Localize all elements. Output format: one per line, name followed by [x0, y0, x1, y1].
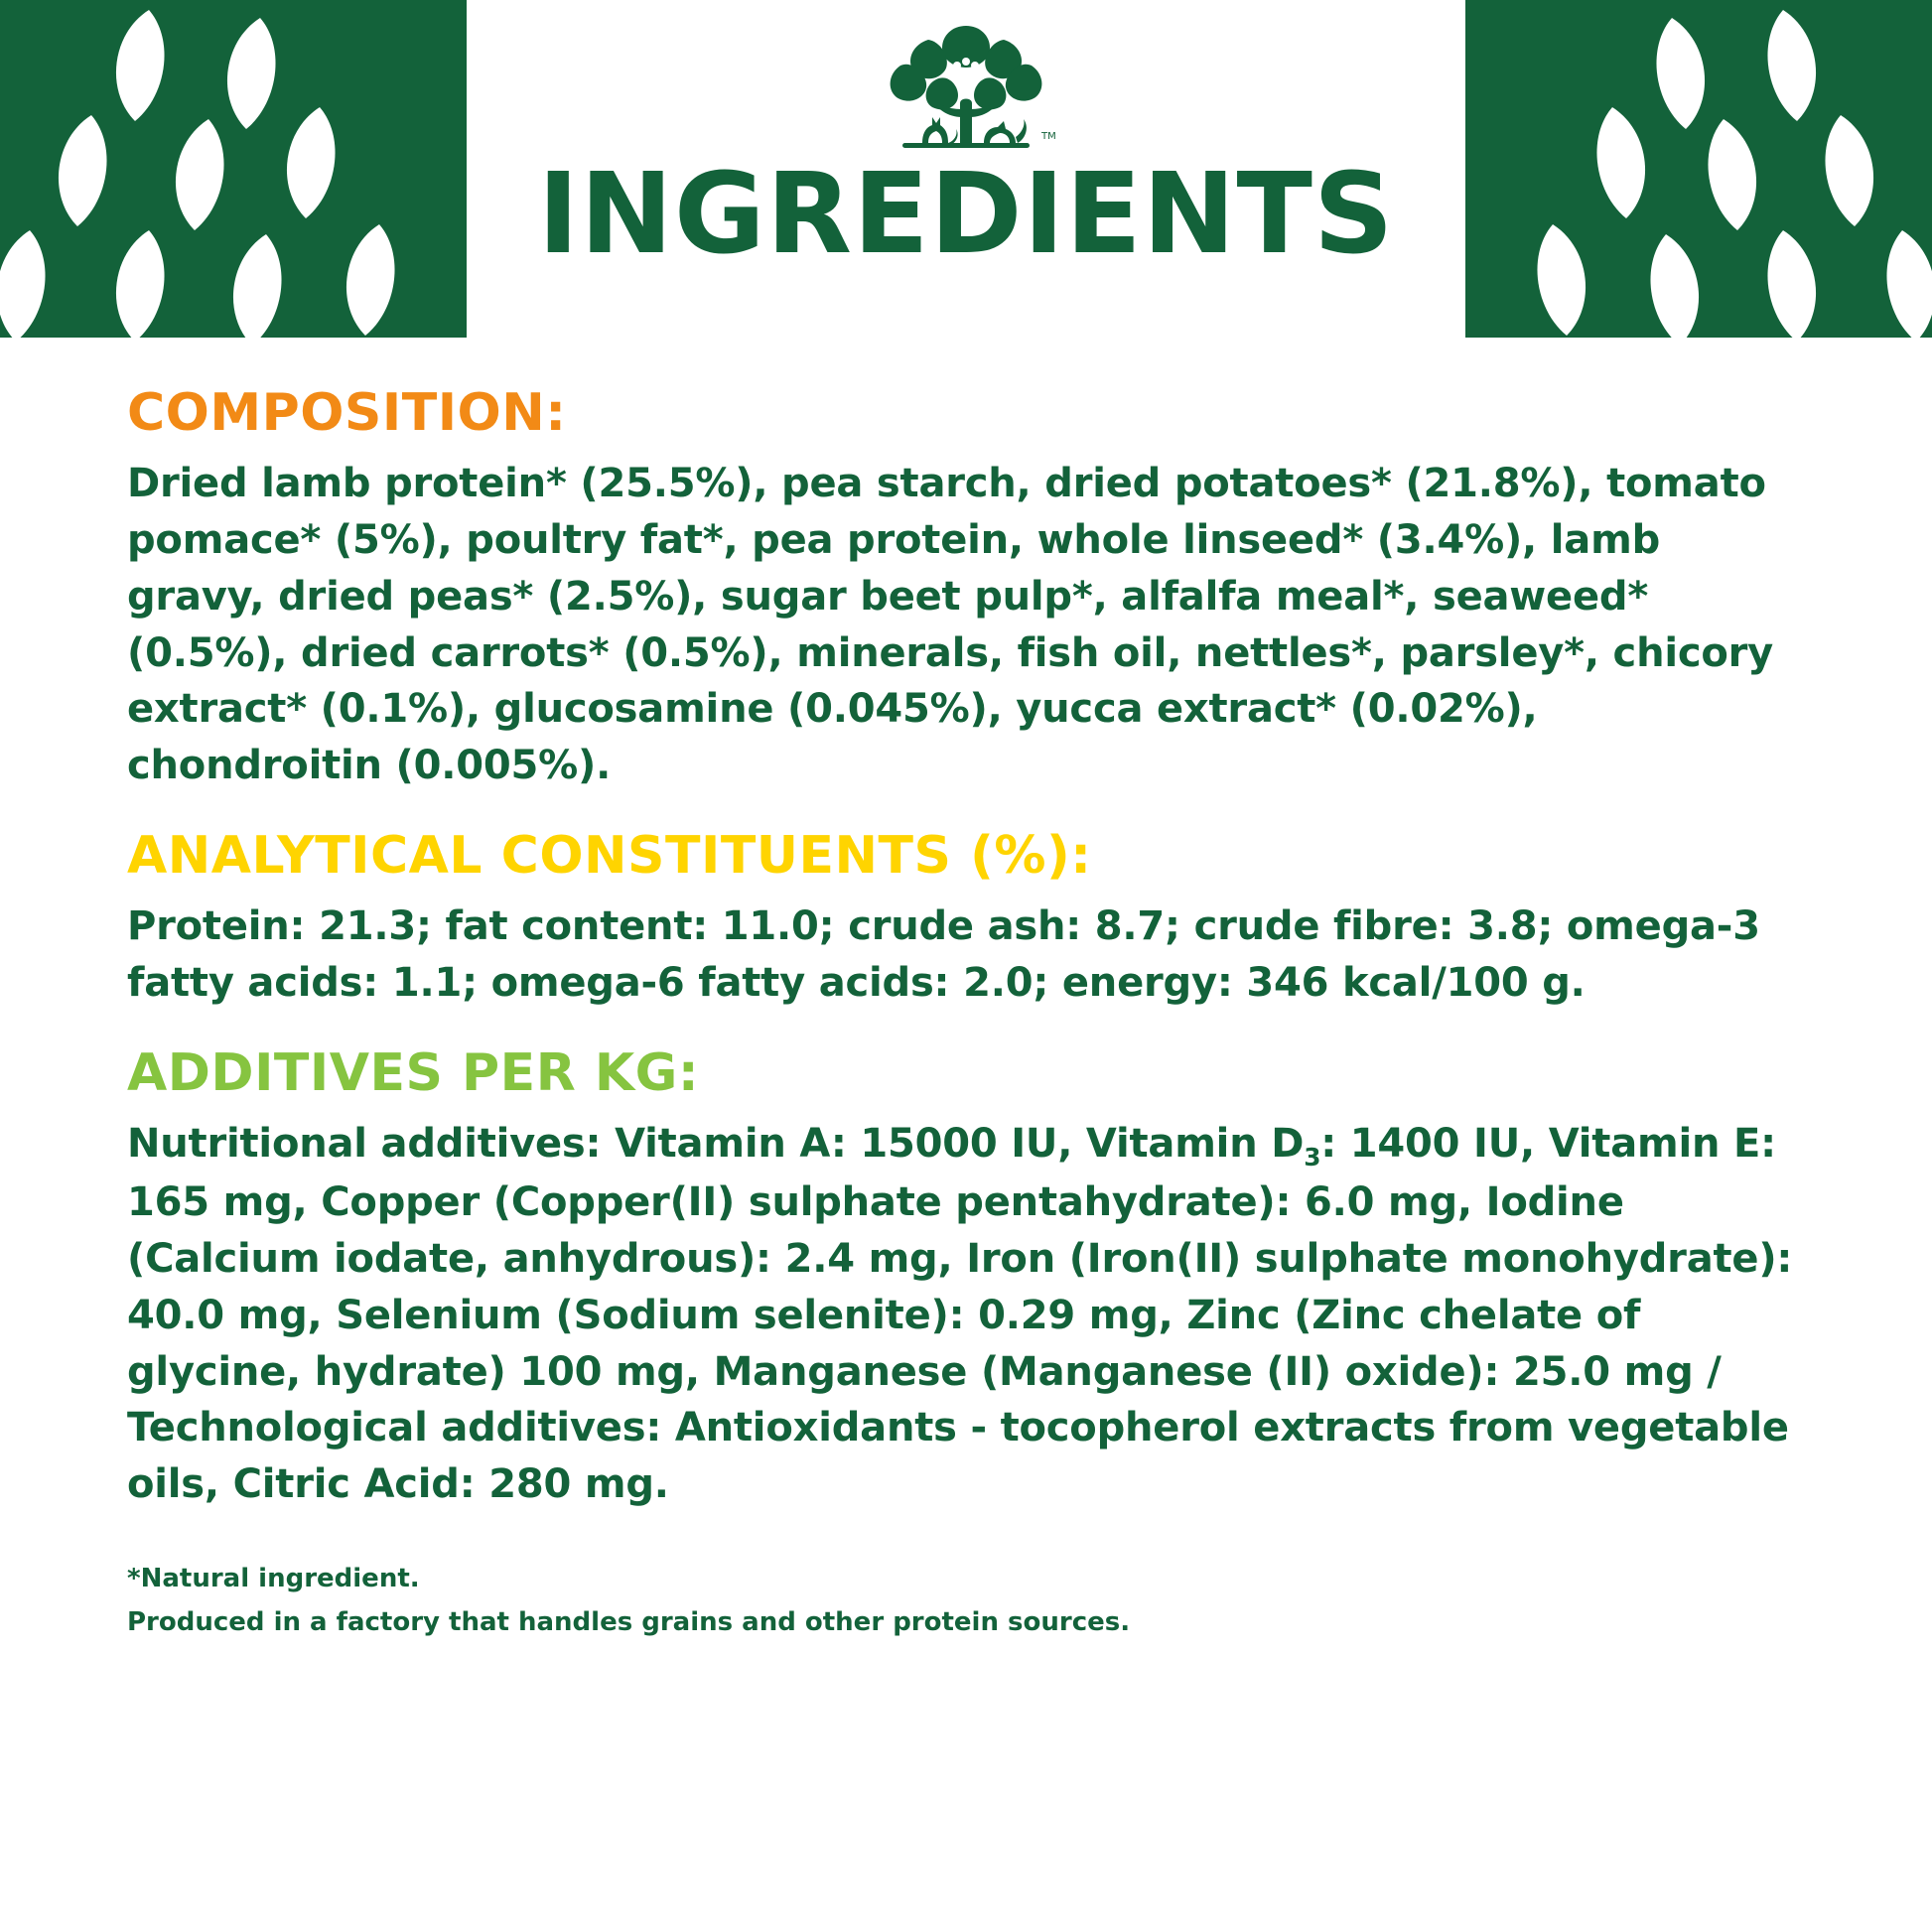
analytical-constituents-heading: ANALYTICAL CONSTITUENTS (%):: [127, 825, 1092, 886]
additives-heading: ADDITIVES PER KG:: [127, 1042, 700, 1103]
section-analytical-constituents: [127, 825, 1805, 1012]
page-title: INGREDIENTS: [537, 150, 1395, 279]
composition-text: Dried lamb protein* (25.5%), pea starch, dried potatoes* (21.8%), tomato pomace* (5%), poultry fat*, pea protein, whole linseed* (3.4%), lamb gravy, dried peas* (2.5%), sugar beet pulp*, alfalfa meal*, seaweed* (0.5%), dried carrots* (0.5%), minerals, fish oil, nettles*, parsley*, chicory extract* (0.1%), glucosamine (0.045%), yucca extract* (0.02%), chondroitin (0.005%).: [127, 461, 1774, 789]
trademark-mark: TM: [1041, 131, 1056, 142]
composition-heading: COMPOSITION:: [127, 383, 567, 443]
additives-text: [127, 1116, 1805, 1513]
analytical-constituents-text: Protein: 21.3; fat content: 11.0; crude ash: 8.7; crude fibre: 3.8; omega-3 fatty acids: 1.1; omega-6 fatty acids: 2.0; energy: 346 kcal/100 g.: [127, 903, 1760, 1006]
tree-with-cat-and-dog-icon: [867, 18, 1065, 167]
additives-text-part2: : 1400 IU, Vitamin E: 165 mg, Copper (Copper(II) sulphate pentahydrate): 6.0 mg, Iodine (Calcium iodate, anhydrous): 2.4 mg, Iron (Iron(II) sulphate monohydrate): 40.0 mg, Selenium (Sodium selenite): 0.29 mg, Zinc (Zinc chelate of glycine, hydrate) 100 mg, Manganese (Manganese (II) oxide): 25.0 mg / Technological additives: Antioxidants - tocopherol extracts from vegetable oils, Citric Acid: 280 mg.: [127, 1120, 1793, 1508]
brand-logo: [867, 18, 1065, 157]
footnote-natural-ingredient: *Natural ingredient.: [127, 1563, 420, 1593]
page-header: [0, 0, 1932, 338]
section-additives: [127, 1042, 1805, 1513]
additives-text-part1: Nutritional additives: Vitamin A: 15000 IU, Vitamin D: [127, 1120, 1305, 1167]
ingredients-content: [0, 338, 1932, 1643]
vitamin-d3-subscript: 3: [1304, 1142, 1321, 1172]
footnote-factory-notice: Produced in a factory that handles grains and other protein sources.: [127, 1607, 1131, 1638]
section-composition: [127, 385, 1805, 794]
footnotes: [127, 1559, 1805, 1643]
